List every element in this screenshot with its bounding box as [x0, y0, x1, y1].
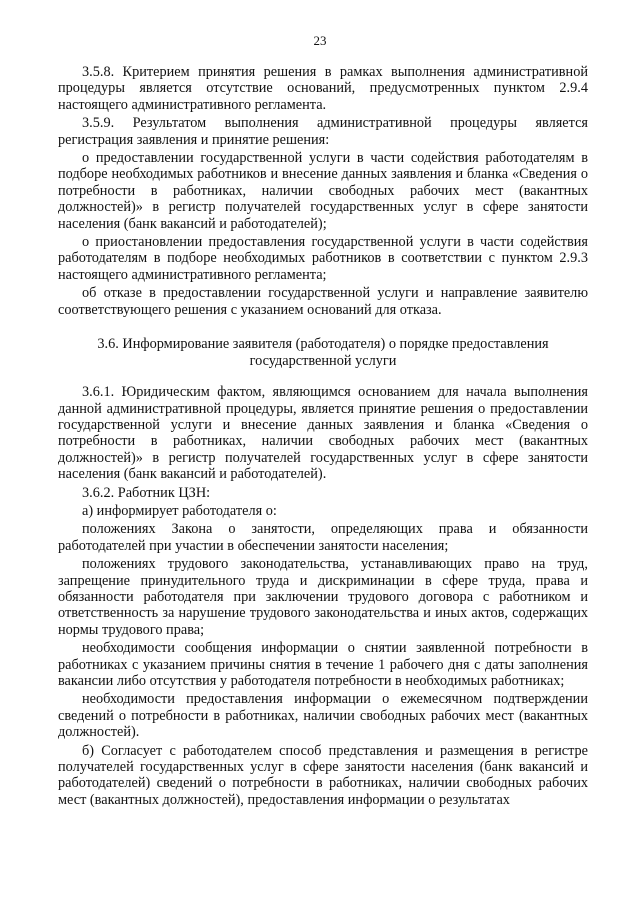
paragraph-3-5-9: 3.5.9. Результатом выполнения административной процедуры является регистрация заявления и принятие решения:: [58, 115, 588, 148]
paragraph-item-a: а) информирует работодателя о:: [82, 502, 277, 519]
page-number: 23: [313, 33, 327, 48]
paragraph-3-6-1: 3.6.1. Юридическим фактом, являющимся основанием для начала выполнения данной административной процедуры, является принятие решения о предоставлении государственной услуги и внесение данных заявления и бланка «Сведения о потребности в работниках, наличии свободных рабочих мест (вакантных должностей)» в регистр получателей государственных услуг в сфере занятости населения (банк вакансий и работодателей).: [58, 384, 588, 483]
paragraph-decision-refuse: об отказе в предоставлении государственной услуги и направление заявителю соответствующего решения с указанием оснований для отказа.: [58, 285, 588, 318]
paragraph-monthly-confirmation: необходимости предоставления информации о ежемесячном подтверждении сведений о потребности в работниках, наличии свободных рабочих мест (вакантных должностей).: [58, 691, 588, 741]
section-heading-3-6: 3.6. Информирование заявителя (работодателя) о порядке предоставления государственной услуги: [97, 336, 549, 370]
paragraph-notify-removal: необходимости сообщения информации о снятии заявленной потребности в работниках с указанием причины снятия в течение 1 рабочего дня с даты заполнения вакансии либо отсутствия у работодателя потребности в необходимых работниках;: [58, 640, 588, 689]
paragraph-3-6-2: 3.6.2. Работник ЦЗН:: [82, 484, 211, 501]
paragraph-labor-law: положениях трудового законодательства, устанавливающих право на труд, запрещение принудительного труда и дискриминации в сфере труда, права и обязанности работодателя при заключении трудового договора с работником и ответственность за нарушение трудового законодательства и иных актов, содержащих нормы трудового права;: [58, 556, 588, 638]
document-body: [58, 64, 588, 810]
paragraph-item-b: б) Согласует с работодателем способ представления и размещения в регистре получателей государственных услуг в сфере занятости населения (банк вакансий и работодателей) сведений о потребности в работниках, наличии свободных рабочих мест (вакантных должностей), предоставления информации о результатах: [58, 742, 588, 808]
paragraph-decision-suspend: о приостановлении предоставления государственной услуги в части содействия работодателям в подборе необходимых работников в соответствии с пунктом 2.9.3 настоящего административного регламента;: [58, 234, 588, 283]
paragraph-3-5-8: 3.5.8. Критерием принятия решения в рамках выполнения административной процедуры является отсутствие оснований, предусмотренных пунктом 2.9.4 настоящего административного регламента.: [58, 64, 588, 113]
paragraph-law-provisions: положениях Закона о занятости, определяющих права и обязанности работодателей при участии в обеспечении занятости населения;: [58, 521, 588, 554]
paragraph-decision-provide: о предоставлении государственной услуги в части содействия работодателям в подборе необходимых работников и внесение данных заявления и бланка «Сведения о потребности в работниках, наличии свободных рабочих мест (вакантных должностей)» в регистр получателей государственных услуг в сфере занятости населения (банк вакансий и работодателей);: [58, 150, 588, 232]
